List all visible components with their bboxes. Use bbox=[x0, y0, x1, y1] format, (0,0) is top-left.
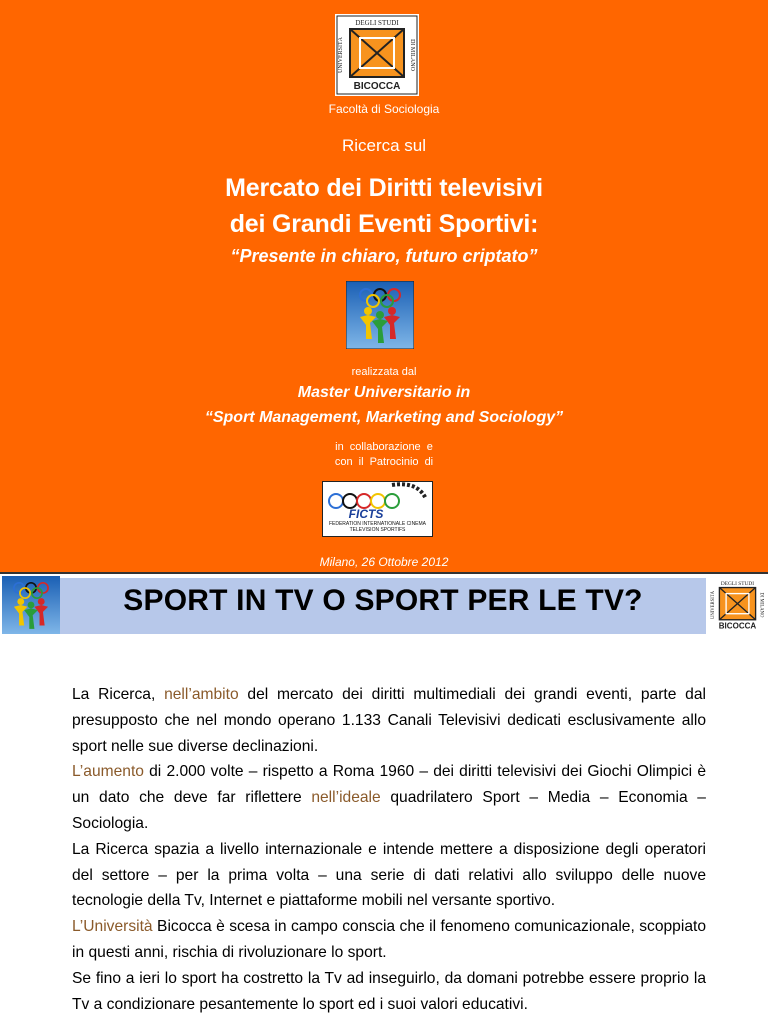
body-paragraph bbox=[72, 914, 706, 966]
event-date: Milano, 26 Ottobre 2012 bbox=[319, 555, 449, 569]
body-paragraph bbox=[72, 966, 706, 1018]
master-line-1: Master Universitario in bbox=[297, 384, 471, 401]
svg-text:DEGLI STUDI: DEGLI STUDI bbox=[355, 19, 399, 27]
svg-text:BICOCCA: BICOCCA bbox=[353, 81, 401, 92]
paragraph-text: La Ricerca, bbox=[72, 686, 165, 703]
paragraph-text: di 2.000 volte – rispetto a Roma 1960 – dei diritti televisivi dei Giochi Olimpici è un dato che deve far riflettere bbox=[72, 763, 706, 807]
svg-text:DI MILANO: DI MILANO bbox=[758, 592, 764, 618]
sport-figures-image bbox=[2, 576, 60, 634]
svg-text:FICTS: FICTS bbox=[348, 507, 384, 521]
body-text bbox=[72, 682, 706, 1017]
content-slide bbox=[0, 572, 768, 1024]
paragraph-text: Se fino a ieri lo sport ha costretto la Tv ad inseguirlo, da domani potrebbe essere proprio la Tv a condizionare pesantemente lo sport ed i suoi valori educativi. bbox=[72, 969, 706, 1013]
paragraph-text: La Ricerca spazia a livello internazionale e intende mettere a disposizione degli operatori del settore – per la prima volta – una serie di dati relativi allo sviluppo delle nuove tecnologie della Tv, Internet e piattaforme mobili nel versante sportivo. bbox=[72, 840, 706, 910]
realizzata-label: realizzata dal bbox=[351, 366, 417, 378]
collaboration-line-2: con il Patrocinio di bbox=[334, 456, 434, 468]
body-paragraph bbox=[72, 682, 706, 759]
ficts-logo bbox=[322, 481, 433, 537]
ficts-full-name: FEDERATION INTERNATIONALE CINEMA TELEVISION SPORTIFS bbox=[328, 521, 427, 533]
paragraph-text: quadrilatero Sport – Media – Economia – Sociologia. bbox=[72, 789, 706, 832]
collaboration-line-1: in collaborazione e bbox=[335, 441, 433, 453]
svg-text:BICOCCA: BICOCCA bbox=[718, 621, 757, 631]
main-title-line-1: Mercato dei Diritti televisivi bbox=[225, 174, 543, 202]
research-intro: Ricerca sul bbox=[341, 136, 427, 155]
svg-text:DEGLI STUDI: DEGLI STUDI bbox=[720, 580, 755, 587]
main-title-line-2: dei Grandi Eventi Sportivi: bbox=[229, 210, 539, 238]
highlighted-text: L’Università bbox=[72, 918, 153, 936]
subtitle: “Presente in chiaro, futuro criptato” bbox=[230, 246, 538, 266]
slide-divider bbox=[0, 572, 768, 574]
slide-title: SPORT IN TV O SPORT PER LE TV? bbox=[123, 584, 643, 617]
sport-figures-image bbox=[346, 281, 414, 349]
body-paragraph bbox=[72, 837, 706, 914]
paragraph-text: del mercato dei diritti multimediali dei grandi eventi, parte dal presupposto che nel mondo operano 1.133 Canali Televisivi dedicati esclusivamente allo sport nelle sue diverse declinazioni. bbox=[72, 686, 706, 755]
master-line-2: “Sport Management, Marketing and Sociology” bbox=[204, 409, 564, 426]
body-paragraph bbox=[72, 759, 706, 836]
svg-text:UNIVERSITÀ: UNIVERSITÀ bbox=[338, 37, 344, 73]
university-logo bbox=[709, 576, 766, 634]
svg-text:DI MILANO: DI MILANO bbox=[409, 39, 415, 71]
university-logo bbox=[335, 14, 419, 96]
paragraph-text: Bicocca è scesa in campo conscia che il fenomeno comunicazionale, scoppiato in questi anni, rischia di rivoluzionare lo sport. bbox=[72, 918, 706, 961]
highlighted-text: L’aumento bbox=[72, 763, 144, 781]
svg-text:UNIVERSITÀ: UNIVERSITÀ bbox=[711, 590, 717, 620]
faculty-name: Facoltà di Sociologia bbox=[328, 102, 440, 116]
highlighted-text: nell’ambito bbox=[164, 686, 239, 703]
highlighted-text: nell’ideale bbox=[311, 789, 381, 807]
